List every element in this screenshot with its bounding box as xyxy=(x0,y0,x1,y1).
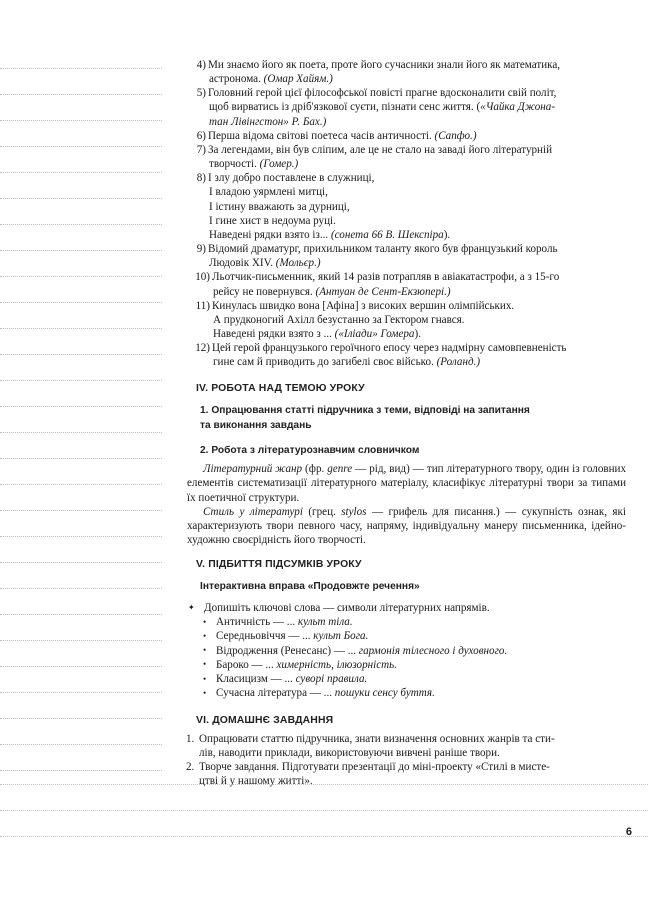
list-item xyxy=(186,644,626,658)
answers-list xyxy=(186,58,626,369)
margin-rule-line xyxy=(0,692,162,693)
answer-item xyxy=(186,299,626,341)
list-item-prompt: Середньовіччя — ... xyxy=(216,630,314,643)
margin-rule-line xyxy=(0,718,162,719)
list-item-answer: пошуки сенсу буття. xyxy=(334,687,435,700)
answer-item xyxy=(186,242,626,270)
glossary-term: Літературний жанр xyxy=(203,463,303,476)
list-item-prompt: Античність — ... xyxy=(216,616,298,629)
margin-note-lines xyxy=(0,0,170,900)
margin-rule-line xyxy=(0,250,162,251)
list-item xyxy=(186,615,626,629)
list-item-answer: культ Бога. xyxy=(313,630,369,643)
answer-item-line: Наведені рядки взято з ... («Іліади» Гомера). xyxy=(213,327,421,340)
subsection-4-1-line2: та виконання завдань xyxy=(200,420,312,432)
bullet-marker-icon: • xyxy=(203,616,207,627)
answer-item-line: творчості. (Гомер.) xyxy=(209,158,299,171)
answer-item-line: астронома. (Омар Хайям.) xyxy=(209,73,333,86)
glossary-definition: Літературний жанр (фр. genre — рід, вид) — тип літературного твору, один із головних елементів систематизації літературного матеріалу, класифікує літературні твори за типами їх поетичної структури. xyxy=(187,463,627,504)
glossary-etymology: stylos xyxy=(341,505,367,518)
answer-source: («Іліади» Гомера xyxy=(334,327,415,340)
bullet-marker-icon: • xyxy=(203,630,207,641)
bullet-marker-icon: • xyxy=(203,687,207,698)
bullet-marker-icon: • xyxy=(203,659,207,670)
margin-rule-line xyxy=(0,536,162,537)
margin-rule-line xyxy=(0,744,162,745)
margin-rule-line xyxy=(0,68,162,69)
list-item xyxy=(186,672,626,686)
list-item-prompt: Сучасна література — ... xyxy=(216,687,335,700)
list-item xyxy=(186,629,626,643)
answer-item-line: За легендами, він був сліпим, але це не стало на заваді його літературній xyxy=(208,143,553,156)
section-heading-6: VI. ДОМАШНЄ ЗАВДАННЯ xyxy=(196,714,334,726)
answer-item-marker: 7) xyxy=(196,143,206,156)
margin-rule-line xyxy=(0,666,162,667)
margin-rule-line xyxy=(0,770,162,771)
answer-item-line xyxy=(208,115,626,129)
answer-item xyxy=(186,86,626,128)
answer-item-line: Відомий драматург, прихильником таланту якого був французький король xyxy=(208,243,558,256)
margin-rule-line xyxy=(0,172,162,173)
answer-item-line: Перша відома світові поетеса часів античності. (Сапфо.) xyxy=(208,129,477,142)
sentence-completion-list xyxy=(186,615,626,701)
answer-source: «Чайка Джона- xyxy=(480,101,556,114)
margin-rule-line xyxy=(0,198,162,199)
homework-item xyxy=(186,760,626,788)
margin-rule-line xyxy=(0,640,162,641)
margin-rule-line xyxy=(0,354,162,355)
section-heading-5: V. ПІДБИТТЯ ПІДСУМКІВ УРОКУ xyxy=(196,559,362,571)
page-number: 6 xyxy=(625,826,632,838)
footer-rule-line xyxy=(0,836,648,837)
list-item-prompt: Бароко — ... xyxy=(216,658,277,671)
answer-item xyxy=(186,58,626,86)
homework-item-line: лів, наводити приклади, використовуючи вивчені раніше твори. xyxy=(199,746,500,759)
instruction-row xyxy=(186,601,626,615)
list-item-answer: гармонія тілесного і духовного. xyxy=(358,644,508,657)
answer-item-line: Ми знаємо його як поета, проте його сучасники знали його як математика, xyxy=(208,59,561,71)
homework-item-marker: 1. xyxy=(186,732,195,745)
answer-source: тан Лівінгстон» Р. Бах.) xyxy=(209,115,327,128)
answer-item xyxy=(186,270,626,298)
answer-item-marker: 12) xyxy=(195,342,210,355)
margin-rule-line xyxy=(0,510,162,511)
answer-item-line: І істину вважають за дурниці, xyxy=(209,200,350,213)
subsection-5-heading: Інтерактивна вправа «Продовжте речення» xyxy=(200,581,420,593)
answer-source: (Роланд.) xyxy=(436,356,481,369)
answer-item-line: Головний герой цієї філософської повісті прагне вдосконалити свій політ, xyxy=(208,87,557,100)
homework-item-line: цтві й у нашому житті». xyxy=(199,775,313,788)
answer-item-line: Людовік XIV. (Мольєр.) xyxy=(209,257,321,270)
glossary-term: Стиль у літературі xyxy=(203,505,303,518)
bullet-marker-icon: • xyxy=(203,645,207,656)
glossary-definitions xyxy=(186,462,626,547)
answer-item xyxy=(186,341,626,369)
glossary-definition: Стиль у літературі (грец. stylos — грифель для писання.) — сукупність ознак, які характеризують твори певного часу, напряму, індивідуальну манеру письменника, ідейно-художню своєрідність його творчості. xyxy=(187,505,627,547)
margin-rule-line xyxy=(0,146,162,147)
margin-rule-line xyxy=(0,406,162,407)
margin-rule-line xyxy=(0,458,162,459)
answer-source: (Антуан де Сент-Екзюпері.) xyxy=(315,285,451,298)
subsection-4-1 xyxy=(186,404,626,433)
answer-item xyxy=(186,129,626,143)
answer-source: (Гомер.) xyxy=(259,158,299,171)
answer-source: (Мольєр.) xyxy=(275,257,321,270)
answer-item-marker: 10) xyxy=(195,271,210,284)
homework-item-marker: 2. xyxy=(186,761,195,774)
page-content xyxy=(186,58,626,789)
answer-source: (Сапфо.) xyxy=(434,129,477,142)
margin-rule-line xyxy=(0,120,162,121)
answer-item-line: І гине хист в недоума руці. xyxy=(209,214,336,227)
answer-item-marker: 9) xyxy=(196,243,206,256)
answer-item-line: І владою уярмлені митці, xyxy=(209,186,328,199)
section-heading-4: IV. РОБОТА НАД ТЕМОЮ УРОКУ xyxy=(196,383,365,395)
answer-item-line: Наведені рядки взято із... (сонета 66 В. Шекспіра). xyxy=(209,228,451,241)
margin-rule-line xyxy=(0,484,162,485)
answer-item-marker: 11) xyxy=(195,299,210,312)
subsection-4-2-heading: 2. Робота з літературознавчим словничком xyxy=(200,444,420,456)
margin-rule-line xyxy=(0,328,162,329)
answer-item-line: Цей герой французького героїчного епосу через надмірну самовпевненість xyxy=(212,342,567,355)
margin-rule-line xyxy=(0,94,162,95)
answer-item-line: гине сам й приводить до загибелі своє військо. (Роланд.) xyxy=(213,356,481,369)
answer-item-marker: 5) xyxy=(196,87,206,100)
homework-item xyxy=(186,732,626,760)
answer-item-line: рейсу не повернувся. (Антуан де Сент-Екзюпері.) xyxy=(213,285,451,298)
diamond-marker-icon: ✦ xyxy=(188,603,195,613)
bullet-marker-icon: • xyxy=(203,673,207,684)
answer-item-line: Льотчик-письменник, який 14 разів потрапляв в авіакатастрофи, а з 15-го xyxy=(212,271,560,284)
answer-item xyxy=(186,171,626,242)
answer-item-line: А прудконогий Ахілл безустанно за Гектором гнався. xyxy=(213,313,465,326)
answer-source: (сонета 66 В. Шекспіра xyxy=(330,228,444,241)
homework-list xyxy=(186,732,626,789)
answer-item xyxy=(186,143,626,171)
list-item xyxy=(186,686,626,700)
margin-rule-line xyxy=(0,562,162,563)
list-item-answer: суворі правила. xyxy=(295,673,368,686)
answer-item-line: Кинулась швидко вона [Афіна] з високих вершин олімпійських. xyxy=(212,299,515,312)
list-item-answer: культ тіла. xyxy=(297,616,353,629)
subsection-4-1-line1: 1. Опрацювання статті підручника з теми, відповіді на запитання xyxy=(200,405,530,417)
instruction-text: Допишіть ключові слова — символи літературних напрямів. xyxy=(204,602,490,615)
footer-rule-line xyxy=(0,810,648,811)
homework-item-line: Творче завдання. Підготувати презентації до міні-проекту «Стилі в мисте- xyxy=(199,761,550,774)
margin-rule-line xyxy=(0,588,162,589)
list-item-prompt: Відродження (Ренесанс) — ... xyxy=(216,644,359,657)
list-item xyxy=(186,658,626,672)
margin-rule-line xyxy=(0,614,162,615)
answer-item-line: щоб вирватись із дріб'язкової суєти, пізнати сенс життя. («Чайка Джона- xyxy=(209,101,556,114)
margin-rule-line xyxy=(0,302,162,303)
answer-item-marker: 6) xyxy=(196,129,206,142)
list-item-prompt: Класицизм — ... xyxy=(216,673,296,686)
homework-item-line: Опрацювати статтю підручника, знати визначення основних жанрів та сти- xyxy=(199,732,555,745)
answer-item-marker: 4) xyxy=(196,59,206,71)
margin-rule-line xyxy=(0,432,162,433)
answer-source: (Омар Хайям.) xyxy=(263,73,333,86)
glossary-etymology: genre xyxy=(327,463,353,476)
margin-rule-line xyxy=(0,380,162,381)
list-item-answer: химерність, ілюзорність. xyxy=(276,658,397,671)
margin-rule-line xyxy=(0,224,162,225)
answer-item-line: І злу добро поставлене в служниці, xyxy=(208,172,375,185)
answer-item-marker: 8) xyxy=(196,172,206,185)
margin-rule-line xyxy=(0,276,162,277)
